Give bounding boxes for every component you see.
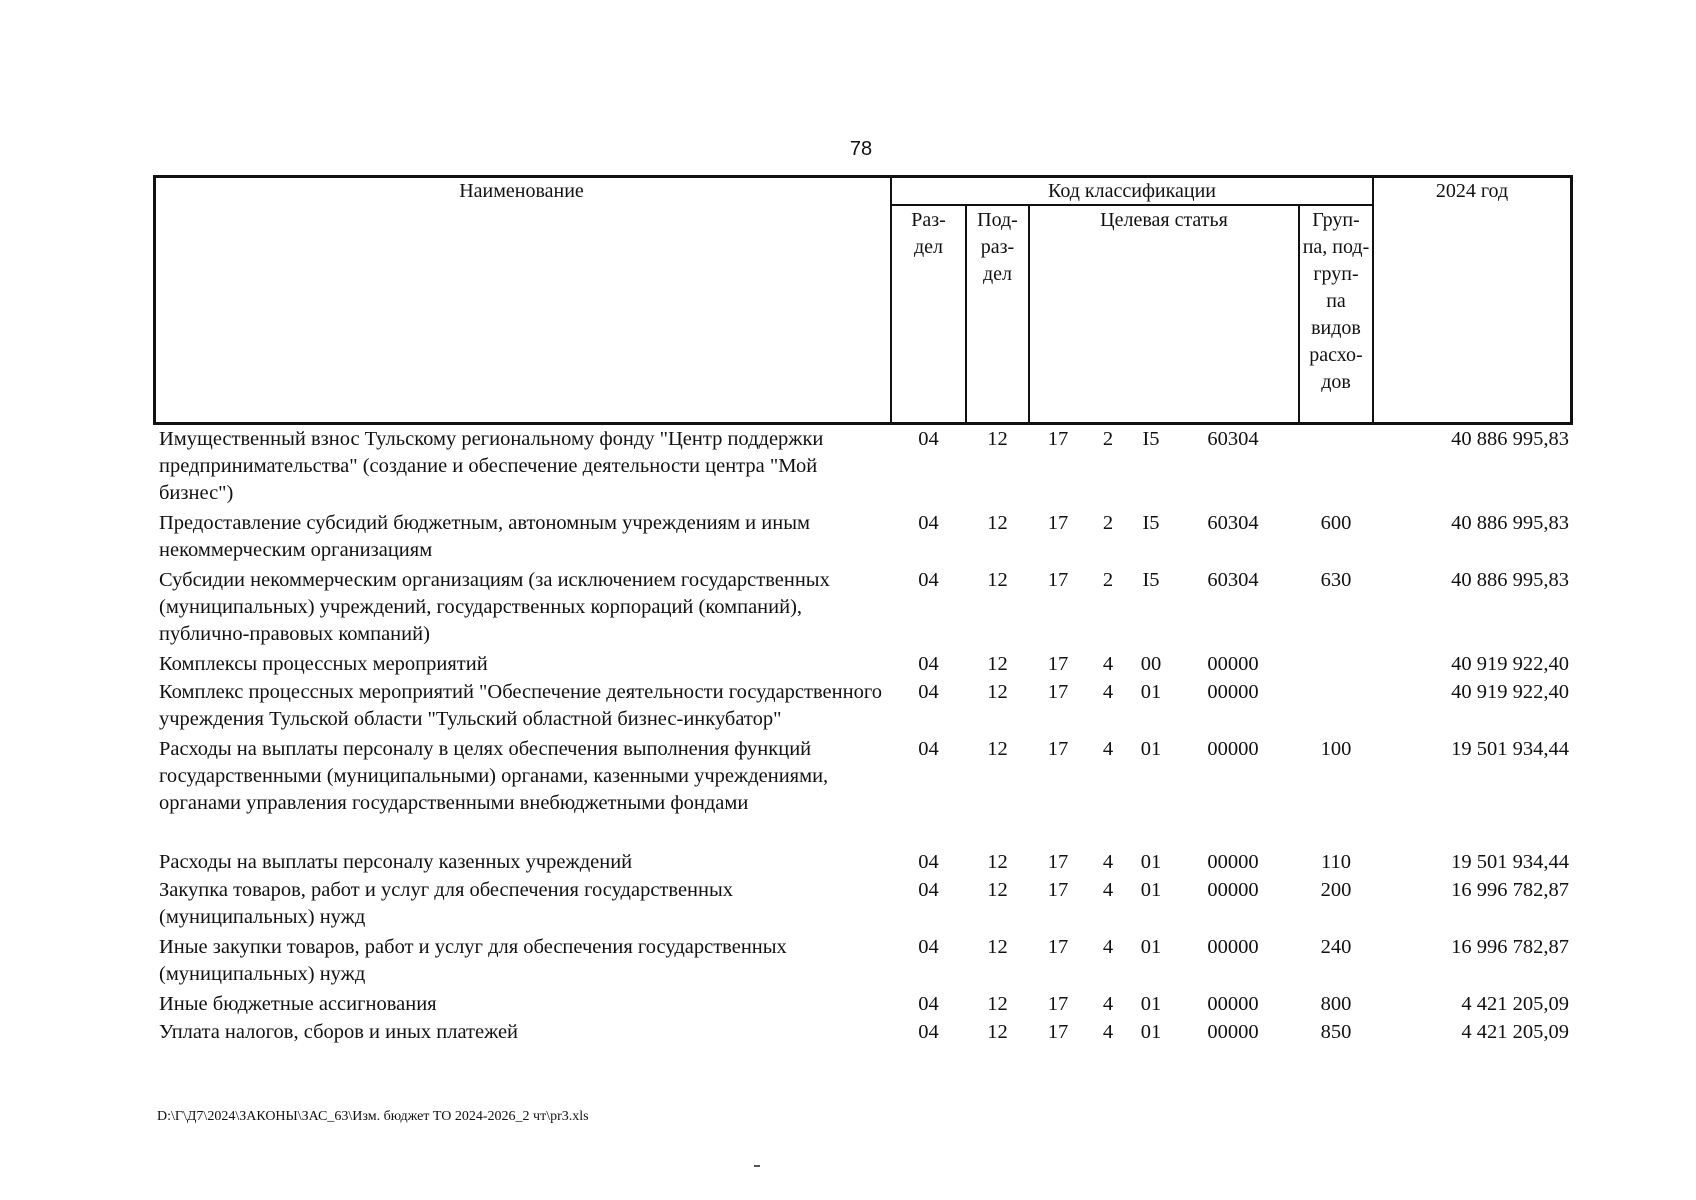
row-code-1: 17 <box>1047 1021 1069 1043</box>
row-code-4: 00000 <box>1207 1021 1259 1043</box>
header-podrazdel-line: дел <box>982 263 1013 285</box>
row-podrazdel: 12 <box>987 851 1008 873</box>
row-code-3: 01 <box>1140 936 1162 958</box>
row-amount: 40 886 995,83 <box>1451 569 1569 591</box>
row-name: Закупка товаров, работ и услуг для обеспечения государственных (муниципальных) нужд <box>159 879 734 928</box>
row-code-3: I5 <box>1142 428 1160 450</box>
row-code-4: 00000 <box>1207 851 1259 873</box>
table-row <box>153 1019 1573 1046</box>
row-code-3: 01 <box>1140 879 1162 901</box>
row-name: Расходы на выплаты персоналу в целях обеспечения выполнения функций государственными (муниципальными) органами, казенными учреждениями, органами управления государственными внебюджетными фондами <box>159 738 829 814</box>
row-podrazdel: 12 <box>987 936 1008 958</box>
row-code-2: 4 <box>1102 653 1114 675</box>
row-amount: 40 886 995,83 <box>1451 512 1569 534</box>
row-code-3: 00 <box>1140 653 1162 675</box>
row-code-2: 2 <box>1102 428 1114 450</box>
row-razdel: 04 <box>918 681 939 703</box>
border-right <box>1570 175 1573 425</box>
row-code-1: 17 <box>1047 738 1069 760</box>
row-razdel: 04 <box>918 428 939 450</box>
table-row <box>153 426 1573 507</box>
row-code-1: 17 <box>1047 851 1069 873</box>
row-vid: 100 <box>1320 738 1352 760</box>
header-gruppa-line: дов <box>1321 371 1351 393</box>
row-code-2: 4 <box>1102 738 1114 760</box>
table-row <box>153 934 1573 988</box>
row-code-4: 60304 <box>1207 569 1259 591</box>
row-podrazdel: 12 <box>987 569 1008 591</box>
row-razdel: 04 <box>918 653 939 675</box>
border-left <box>153 175 156 425</box>
row-code-1: 17 <box>1047 993 1069 1015</box>
row-amount: 40 919 922,40 <box>1451 681 1569 703</box>
row-vid: 630 <box>1320 569 1352 591</box>
table-row <box>153 567 1573 648</box>
row-razdel: 04 <box>918 936 939 958</box>
header-code: Код классификации <box>1047 180 1217 202</box>
row-code-2: 4 <box>1102 681 1114 703</box>
row-code-2: 4 <box>1102 936 1114 958</box>
row-name: Уплата налогов, сборов и иных платежей <box>159 1021 519 1043</box>
header-razdel <box>892 207 965 261</box>
header-gruppa-line: видов <box>1311 317 1361 339</box>
row-code-4: 60304 <box>1207 512 1259 534</box>
file-path-footer: D:\Г\Д7\2024\ЗАКОНЫ\ЗАС_63\Изм. бюджет ТО 2024-2026_2 чт\pr3.xls <box>157 1109 589 1124</box>
row-code-4: 60304 <box>1207 428 1259 450</box>
header-razdel-line: дел <box>913 236 944 258</box>
table-body <box>153 426 1573 1046</box>
table-row <box>153 877 1573 931</box>
header-name: Наименование <box>459 180 584 202</box>
header-gruppa-line: расхо- <box>1309 344 1363 366</box>
row-vid: 850 <box>1320 1021 1352 1043</box>
header-podrazdel <box>967 207 1028 288</box>
row-amount: 16 996 782,87 <box>1451 879 1569 901</box>
row-code-2: 4 <box>1102 1021 1114 1043</box>
row-code-2: 2 <box>1102 569 1114 591</box>
row-vid: 110 <box>1321 851 1351 873</box>
row-code-1: 17 <box>1047 936 1069 958</box>
row-razdel: 04 <box>918 993 939 1015</box>
header-gruppa-line: па <box>1326 290 1346 312</box>
row-code-1: 17 <box>1047 879 1069 901</box>
row-code-1: 17 <box>1047 512 1069 534</box>
row-name: Комплекс процессных мероприятий "Обеспечение деятельности государственного учреждения Тульской области "Тульский областной бизнес-инкубатор" <box>159 681 882 730</box>
header-gruppa-line: па, под- <box>1302 236 1370 258</box>
table-header <box>153 175 1573 425</box>
row-code-1: 17 <box>1047 569 1069 591</box>
row-code-1: 17 <box>1047 653 1069 675</box>
table-row <box>153 736 1573 817</box>
row-code-4: 00000 <box>1207 681 1259 703</box>
row-name: Субсидии некоммерческим организациям (за исключением государственных (муниципальных) учреждений, государственных корпораций (компаний), публично-правовых компаний) <box>159 569 830 645</box>
row-name: Иные закупки товаров, работ и услуг для обеспечения государственных (муниципальных) нужд <box>159 936 787 985</box>
border-bottom <box>153 422 1573 425</box>
row-amount: 40 919 922,40 <box>1451 653 1569 675</box>
row-amount: 40 886 995,83 <box>1451 428 1569 450</box>
divider-year <box>1372 175 1374 425</box>
table-row <box>153 679 1573 733</box>
header-podrazdel-line: раз- <box>980 236 1015 258</box>
row-name: Комплексы процессных мероприятий <box>159 653 488 675</box>
row-code-1: 17 <box>1047 681 1069 703</box>
row-razdel: 04 <box>918 569 939 591</box>
row-podrazdel: 12 <box>987 428 1008 450</box>
row-code-3: 01 <box>1140 681 1162 703</box>
page-number: 78 <box>849 138 873 160</box>
row-vid: 600 <box>1320 512 1352 534</box>
row-amount: 19 501 934,44 <box>1451 738 1569 760</box>
row-podrazdel: 12 <box>987 993 1008 1015</box>
row-code-3: 01 <box>1140 1021 1162 1043</box>
row-code-4: 00000 <box>1207 879 1259 901</box>
row-podrazdel: 12 <box>987 879 1008 901</box>
row-podrazdel: 12 <box>987 738 1008 760</box>
row-name: Имущественный взнос Тульскому региональному фонду "Центр поддержки предпринимательства" (создание и обеспечение деятельности центра "Мой бизнес") <box>159 428 824 504</box>
row-name: Расходы на выплаты персоналу казенных учреждений <box>159 851 633 873</box>
scan-mark <box>754 1165 760 1167</box>
table-row <box>153 849 1573 876</box>
header-tselevaya: Целевая статья <box>1100 209 1228 231</box>
row-amount: 19 501 934,44 <box>1451 851 1569 873</box>
row-code-2: 4 <box>1102 879 1114 901</box>
row-code-1: 17 <box>1047 428 1069 450</box>
table-row <box>153 991 1573 1018</box>
row-code-3: 01 <box>1140 993 1162 1015</box>
row-name: Предоставление субсидий бюджетным, автономным учреждениям и иным некоммерческим организациям <box>159 512 810 561</box>
row-amount: 4 421 205,09 <box>1461 993 1569 1015</box>
row-vid: 800 <box>1320 993 1352 1015</box>
header-gruppa-line: груп- <box>1313 263 1359 285</box>
row-podrazdel: 12 <box>987 512 1008 534</box>
row-amount: 16 996 782,87 <box>1451 936 1569 958</box>
header-gruppa-line: Груп- <box>1312 209 1360 231</box>
row-podrazdel: 12 <box>987 681 1008 703</box>
header-gruppa <box>1300 207 1372 396</box>
row-vid: 200 <box>1320 879 1352 901</box>
row-code-4: 00000 <box>1207 653 1259 675</box>
divider-podrazdel <box>1028 204 1030 425</box>
header-podrazdel-line: Под- <box>977 209 1018 231</box>
row-razdel: 04 <box>918 1021 939 1043</box>
header-razdel-line: Раз- <box>911 209 946 231</box>
row-amount: 4 421 205,09 <box>1461 1021 1569 1043</box>
row-code-4: 00000 <box>1207 936 1259 958</box>
row-code-2: 4 <box>1102 851 1114 873</box>
row-code-3: I5 <box>1142 512 1160 534</box>
row-code-4: 00000 <box>1207 993 1259 1015</box>
table-row <box>153 510 1573 564</box>
row-podrazdel: 12 <box>987 653 1008 675</box>
row-code-4: 00000 <box>1207 738 1259 760</box>
row-razdel: 04 <box>918 738 939 760</box>
row-razdel: 04 <box>918 512 939 534</box>
row-podrazdel: 12 <box>987 1021 1008 1043</box>
header-year: 2024 год <box>1435 180 1509 202</box>
row-code-3: 01 <box>1140 851 1162 873</box>
row-name: Иные бюджетные ассигнования <box>159 993 437 1015</box>
row-code-3: 01 <box>1140 738 1162 760</box>
row-code-3: I5 <box>1142 569 1160 591</box>
row-code-2: 4 <box>1102 993 1114 1015</box>
row-razdel: 04 <box>918 851 939 873</box>
table-row <box>153 651 1573 678</box>
row-razdel: 04 <box>918 879 939 901</box>
row-code-2: 2 <box>1102 512 1114 534</box>
row-vid: 240 <box>1320 936 1352 958</box>
